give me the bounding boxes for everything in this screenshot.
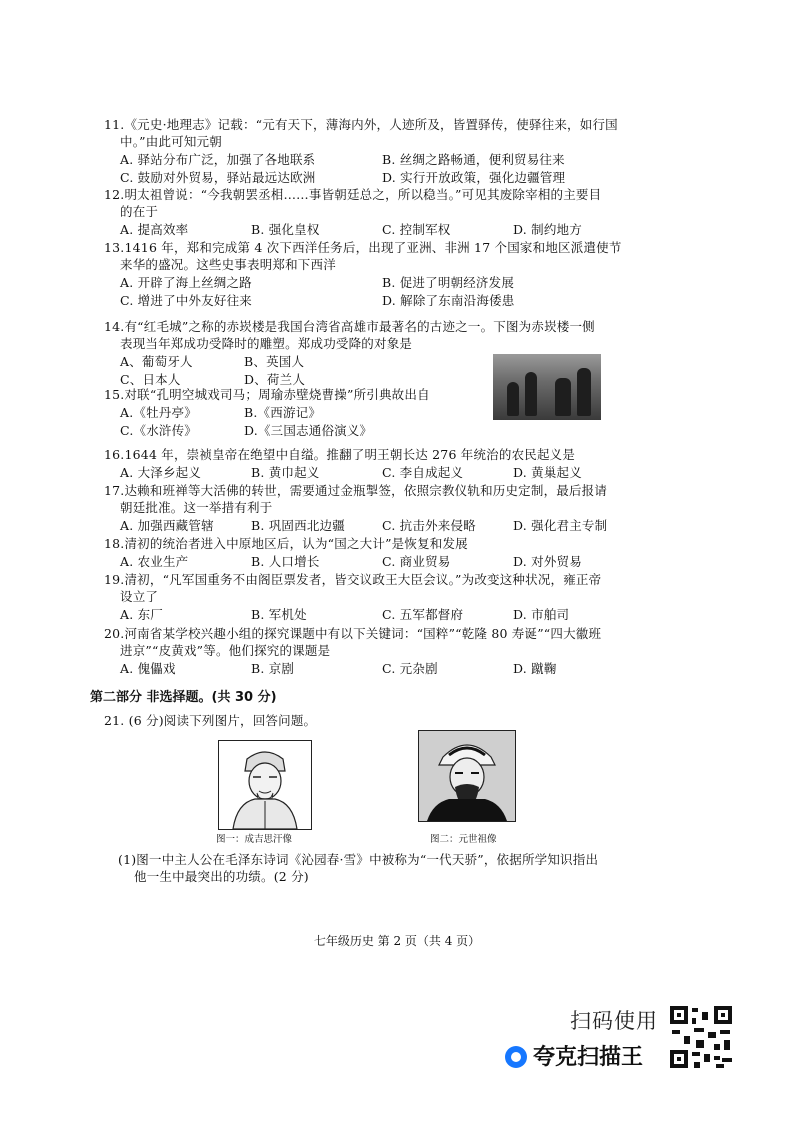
question-18 xyxy=(104,535,664,570)
portrait-drawing xyxy=(419,731,515,821)
option-b: B. 促进了明朝经济发展 xyxy=(382,275,515,290)
options xyxy=(104,292,664,309)
question-12 xyxy=(104,186,664,238)
scanner-watermark xyxy=(505,1005,730,1070)
statue-figure xyxy=(507,382,519,416)
option-d: D. 强化君主专制 xyxy=(513,518,608,533)
question-number: 16. xyxy=(104,447,125,462)
question-number: 18. xyxy=(104,536,125,551)
option-d: D. 解除了东南沿海倭患 xyxy=(382,293,515,308)
option-d: D、荷兰人 xyxy=(244,372,306,387)
question-stem: 的在于 xyxy=(120,204,159,219)
option-b: B. 强化皇权 xyxy=(251,222,320,237)
page-footer: 七年级历史 第 2 页（共 4 页） xyxy=(313,934,481,948)
option-a: A. 提高效率 xyxy=(120,222,189,237)
portrait-caption: 图一：成吉思汗像 xyxy=(216,834,293,845)
options xyxy=(104,422,474,439)
question-stem: 明太祖曾说：“今我朝罢丞相……事皆朝廷总之，所以稳当。”可见其废除宰相的主要目 xyxy=(124,187,602,202)
section-title: 第二部分 非选择题。(共 30 分) xyxy=(90,690,277,705)
option-c: C. 元杂剧 xyxy=(382,661,438,676)
option-a: A. 大泽乡起义 xyxy=(120,465,202,480)
question-19 xyxy=(104,571,664,623)
question-stem: 有“红毛城”之称的赤崁楼是我国台湾省高雄市最著名的古迹之一。下图为赤崁楼一侧 xyxy=(124,319,595,334)
options xyxy=(104,221,664,238)
portrait-drawing xyxy=(219,741,311,829)
question-20 xyxy=(104,625,664,677)
options xyxy=(104,353,474,370)
question-stem: 河南省某学校兴趣小组的探究课题中有以下关键词：“国粹”“乾隆 80 寿诞”“四大徽班 xyxy=(124,626,602,641)
options xyxy=(104,517,664,534)
question-21-sub1 xyxy=(118,851,678,885)
options xyxy=(104,404,474,421)
option-b: B. 人口增长 xyxy=(251,554,320,569)
question-15 xyxy=(104,386,474,439)
option-d: D. 制约地方 xyxy=(513,222,582,237)
option-b: B. 巩固西北边疆 xyxy=(251,518,345,533)
portrait-genghis-khan xyxy=(218,740,312,830)
option-d: D. 黄巢起义 xyxy=(513,465,582,480)
question-11 xyxy=(104,116,664,186)
option-d: D. 市舶司 xyxy=(513,607,570,622)
question-stem: 清初，“凡军国重务不由阁臣票发者，皆交议政王大臣会议。”为改变这种状况，雍正帝 xyxy=(124,572,602,587)
statue-figure xyxy=(577,368,591,416)
statue-figure xyxy=(525,372,537,416)
quark-logo-icon xyxy=(505,1046,527,1068)
question-number: 19. xyxy=(104,572,125,587)
question-14 xyxy=(104,318,664,352)
option-b: B. 军机处 xyxy=(251,607,307,622)
options xyxy=(104,151,664,168)
question-stem: 1644 年，崇祯皇帝在绝望中自缢。推翻了明王朝长达 276 年统治的农民起义是 xyxy=(124,447,576,462)
option-a: A. 驿站分布广泛，加强了各地联系 xyxy=(120,152,316,167)
option-a: A. 加强西藏管辖 xyxy=(120,518,214,533)
option-a: A. 东厂 xyxy=(120,607,163,622)
question-stem: 中。”由此可知元朝 xyxy=(120,134,222,149)
question-stem: 设立了 xyxy=(120,589,159,604)
question-number: 15. xyxy=(104,387,125,402)
options xyxy=(104,553,664,570)
option-a: A.《牡丹亭》 xyxy=(120,405,197,420)
option-d: D. 实行开放政策，强化边疆管理 xyxy=(382,170,566,185)
question-13 xyxy=(104,239,664,309)
option-a: A. 开辟了海上丝绸之路 xyxy=(120,275,252,290)
option-c: C. 抗击外来侵略 xyxy=(382,518,476,533)
option-b: B.《西游记》 xyxy=(244,405,322,420)
question-stem: 对联“孔明空城戏司马；周瑜赤壁烧曹操”所引典故出自 xyxy=(124,387,430,402)
question-stem: 进京”“皮黄戏”等。他们探究的课题是 xyxy=(120,643,331,658)
options xyxy=(104,606,664,623)
options xyxy=(104,274,664,291)
portrait-caption: 图二：元世祖像 xyxy=(430,834,497,845)
question-stem: 他一生中最突出的功绩。(2 分) xyxy=(134,869,309,884)
options xyxy=(104,169,664,186)
question-16 xyxy=(104,446,664,481)
watermark-scan-text: 扫码使用 xyxy=(570,1009,658,1033)
question-stem: 来华的盛况。这些史事表明郑和下西洋 xyxy=(120,257,336,272)
option-c: C.《水浒传》 xyxy=(120,423,197,438)
question-number: 12. xyxy=(104,187,125,202)
option-d: D. 蹴鞠 xyxy=(513,661,557,676)
question-number: 11. xyxy=(104,117,125,132)
question-14-options xyxy=(104,352,474,388)
question-stem: 1416 年，郑和完成第 4 次下西洋任务后，出现了亚洲、非洲 17 个国家和地区派遣使节 xyxy=(124,240,622,255)
option-d: D. 对外贸易 xyxy=(513,554,582,569)
option-a: A. 傀儡戏 xyxy=(120,661,176,676)
question-17 xyxy=(104,482,664,534)
portrait-yuan-shizu xyxy=(418,730,516,822)
statue-figure xyxy=(555,378,571,416)
option-c: C. 鼓励对外贸易，驿站最远达欧洲 xyxy=(120,170,316,185)
option-b: B、英国人 xyxy=(244,354,305,369)
question-stem: 达赖和班禅等大活佛的转世，需要通过金瓶掣签，依照宗教仪轨和历史定制，最后报请 xyxy=(124,483,608,498)
question-number: 20. xyxy=(104,626,125,641)
option-c: C. 商业贸易 xyxy=(382,554,451,569)
question-stem: 清初的统治者进入中原地区后，认为“国之大计”是恢复和发展 xyxy=(124,536,468,551)
option-c: C. 控制军权 xyxy=(382,222,451,237)
question-stem: 《元史·地理志》记载：“元有天下，薄海内外，人迹所及，皆置驿传，使驿往来，如行国 xyxy=(124,117,618,132)
options xyxy=(104,464,664,481)
watermark-brand-text: 夸克扫描王 xyxy=(533,1045,644,1070)
option-a: A、葡萄牙人 xyxy=(120,354,193,369)
question-stem: 朝廷批准。这一举措有利于 xyxy=(120,500,273,515)
question-number: 17. xyxy=(104,483,125,498)
option-b: B. 京剧 xyxy=(251,661,295,676)
question-number: 13. xyxy=(104,240,125,255)
option-c: C. 李自成起义 xyxy=(382,465,464,480)
question-stem: (1)图一中主人公在毛泽东诗词《沁园春·雪》中被称为“一代天骄”，依据所学知识指出 xyxy=(118,852,599,867)
option-a: A. 农业生产 xyxy=(120,554,189,569)
option-b: B. 丝绸之路畅通，便利贸易往来 xyxy=(382,152,565,167)
qr-code-icon xyxy=(670,1006,732,1068)
option-c: C、日本人 xyxy=(120,372,181,387)
watermark-brand xyxy=(505,1040,643,1071)
options xyxy=(104,660,664,677)
option-c: C. 五军都督府 xyxy=(382,607,464,622)
question-number: 14. xyxy=(104,319,125,334)
option-c: C. 增进了中外友好往来 xyxy=(120,293,252,308)
question-stem: 表现当年郑成功受降时的雕塑。郑成功受降的对象是 xyxy=(120,336,413,351)
sculpture-photo xyxy=(493,354,601,420)
question-21-intro: 21. (6 分)阅读下列图片，回答问题。 xyxy=(104,713,317,728)
option-b: B. 黄巾起义 xyxy=(251,465,320,480)
option-d: D.《三国志通俗演义》 xyxy=(244,423,373,438)
